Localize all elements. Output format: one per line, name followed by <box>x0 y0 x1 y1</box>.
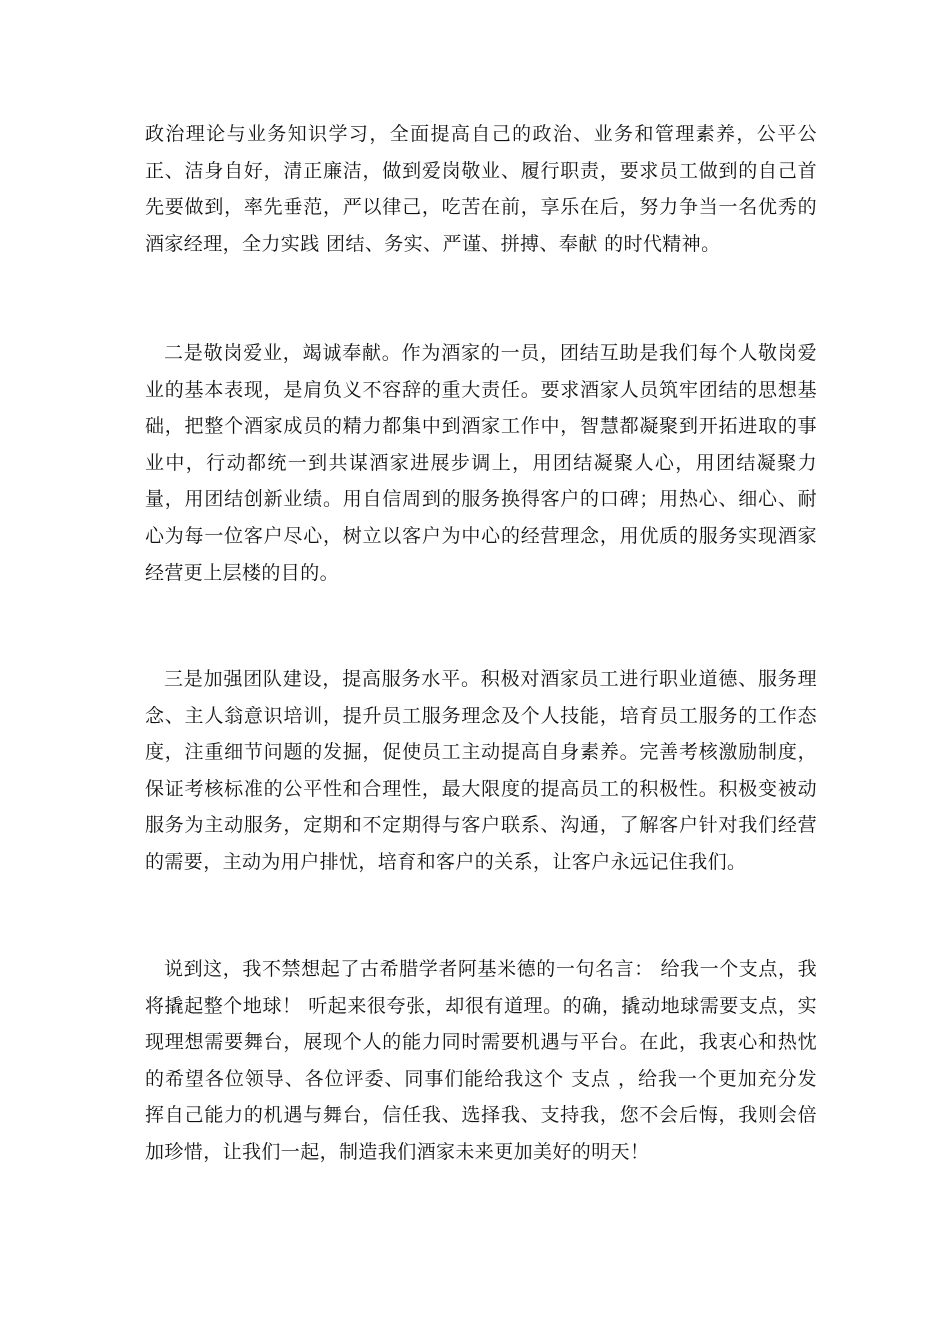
paragraph-4: 说到这，我不禁想起了古希腊学者阿基米德的一句名言： 给我一个支点，我将撬起整个地球！ 听起来很夸张，却很有道理。的确，撬动地球需要支点，实现理想需要舞台，展现个人的能力同时需要机遇与平台。在此，我衷心和热忱的希望各位领导、各位评委、同事们能给我这个 支点 ，给我一个更加充分发挥自己能力的机遇与舞台，信任我、选择我、支持我，您不会后悔，我则会倍加珍惜，让我们一起，制造我们酒家未来更加美好的明天！ <box>145 958 817 1163</box>
paragraph-3: 三是加强团队建设，提高服务水平。积极对酒家员工进行职业道德、服务理念、主人翁意识培训，提升员工服务理念及个人技能，培育员工服务的工作态度，注重细节问题的发掘，促使员工主动提高自身素养。完善考核激励制度，保证考核标准的公平性和合理性，最大限度的提高员工的积极性。积极变被动服务为主动服务，定期和不定期得与客户联系、沟通，了解客户针对我们经营的需要，主动为用户排忧，培育和客户的关系，让客户永远记住我们。 <box>145 668 817 873</box>
paragraph-2: 二是敬岗爱业，竭诚奉献。作为酒家的一员，团结互助是我们每个人敬岗爱业的基本表现，是肩负义不容辞的重大责任。要求酒家人员筑牢团结的思想基础，把整个酒家成员的精力都集中到酒家工作中，智慧都凝聚到开拓进取的事业中，行动都统一到共谋酒家进展步调上，用团结凝聚人心，用团结凝聚力量，用团结创新业绩。用自信周到的服务换得客户的口碑；用热心、细心、耐心为每一位客户尽心，树立以客户为中心的经营理念，用优质的服务实现酒家经营更上层楼的目的。 <box>145 342 817 584</box>
paragraph-1: 政治理论与业务知识学习，全面提高自己的政治、业务和管理素养，公平公正、洁身自好，清正廉洁，做到爱岗敬业、履行职责，要求员工做到的自己首先要做到，率先垂范，严以律己，吃苦在前，享乐在后，努力争当一名优秀的酒家经理，全力实践 团结、务实、严谨、拼搏、奉献 的时代精神。 <box>145 123 817 255</box>
